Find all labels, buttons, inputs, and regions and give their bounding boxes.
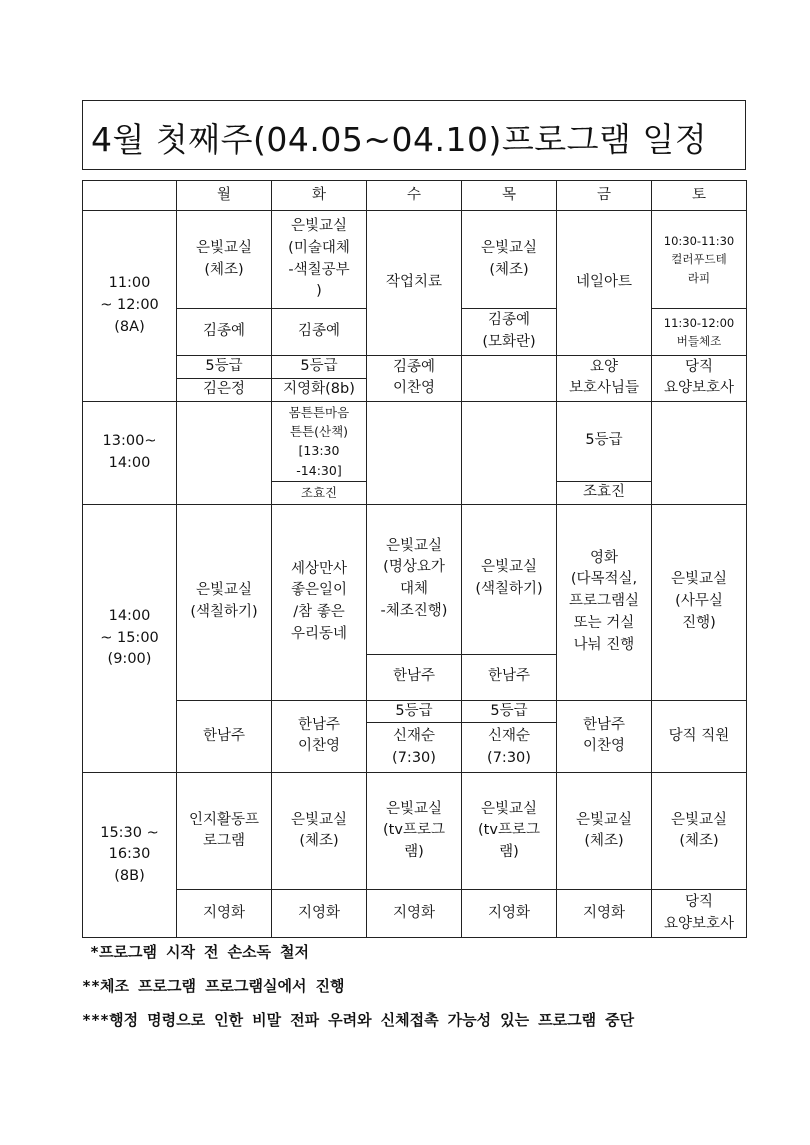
day-header-fri: 금	[557, 181, 652, 211]
slot3-time: 14:00 ~ 15:00 (9:00)	[83, 504, 177, 773]
slot3-wed-program: 은빛교실 (명상요가 대체 -체조진행)	[367, 504, 462, 654]
slot1-mon-worker: 김은정	[177, 378, 272, 401]
slot2-wed-empty	[367, 401, 462, 504]
slot1-row-a	[83, 211, 747, 309]
slot2-tue-staff: 조효진	[272, 481, 367, 504]
slot1-sat-staff: 당직 요양보호사	[652, 356, 747, 402]
slot4-row-a	[83, 773, 747, 890]
slot1-sat-program-1: 10:30-11:30 컬러푸드테 라피	[652, 211, 747, 309]
slot3-tue-program: 세상만사 좋은일이 /참 좋은 우리동네	[272, 504, 367, 700]
slot4-time: 15:30 ~ 16:30 (8B)	[83, 773, 177, 938]
slot1-wed-staff: 김종예 이찬영	[367, 356, 462, 402]
slot1-mon-grade: 5등급	[177, 356, 272, 379]
slot4-sat-staff: 당직 요양보호사	[652, 890, 747, 938]
slot3-sat-staff: 당직 직원	[652, 700, 747, 773]
slot1-row-c	[83, 356, 747, 379]
notes	[82, 942, 634, 1044]
slot1-wed-program: 작업치료	[367, 211, 462, 356]
slot1-fri-program: 네일아트	[557, 211, 652, 356]
slot3-thu-program: 은빛교실 (색칠하기)	[462, 504, 557, 654]
slot1-tue-staff: 김종예	[272, 309, 367, 356]
page-title: 4월 첫째주(04.05~04.10)프로그램 일정	[91, 120, 708, 159]
slot1-thu-staff: 김종예 (모화란)	[462, 309, 557, 356]
slot3-wed-grade: 5등급	[367, 700, 462, 723]
slot4-fri-staff: 지영화	[557, 890, 652, 938]
slot3-fri-program: 영화 (다목적실, 프로그램실 또는 거실 나눠 진행	[557, 504, 652, 700]
slot4-wed-program: 은빛교실 (tv프로그 램)	[367, 773, 462, 890]
day-header-thu: 목	[462, 181, 557, 211]
slot4-thu-staff: 지영화	[462, 890, 557, 938]
day-header-wed: 수	[367, 181, 462, 211]
slot4-mon-staff: 지영화	[177, 890, 272, 938]
day-header-sat: 토	[652, 181, 747, 211]
slot1-thu-empty	[462, 356, 557, 402]
slot2-thu-empty	[462, 401, 557, 504]
slot1-thu-program: 은빛교실 (체조)	[462, 211, 557, 309]
schedule-table	[82, 180, 747, 938]
slot1-fri-staff: 요양 보호사님들	[557, 356, 652, 402]
day-header-mon: 월	[177, 181, 272, 211]
slot2-fri-program: 5등급	[557, 401, 652, 481]
note-3: ***행정 명령으로 인한 비말 전파 우려와 신체접촉 가능성 있는 프로그램 중단	[82, 1011, 635, 1029]
slot2-tue-program: 몸튼튼마음 튼튼(산책) [13:30 -14:30]	[272, 401, 367, 481]
slot3-fri-staff: 한남주 이찬영	[557, 700, 652, 773]
slot3-mon-staff: 한남주	[177, 700, 272, 773]
note-2: **체조 프로그램 프로그램실에서 진행	[82, 977, 345, 995]
slot2-fri-staff: 조효진	[557, 481, 652, 504]
day-header-tue: 화	[272, 181, 367, 211]
slot4-tue-program: 은빛교실 (체조)	[272, 773, 367, 890]
slot3-mon-program: 은빛교실 (색칠하기)	[177, 504, 272, 700]
slot3-row-c	[83, 700, 747, 723]
slot4-sat-program: 은빛교실 (체조)	[652, 773, 747, 890]
slot1-mon-program: 은빛교실 (체조)	[177, 211, 272, 309]
slot3-tue-staff: 한남주 이찬영	[272, 700, 367, 773]
slot4-row-b	[83, 890, 747, 938]
slot2-mon-empty	[177, 401, 272, 504]
slot1-tue-grade: 5등급	[272, 356, 367, 379]
slot2-row-a	[83, 401, 747, 481]
slot2-time: 13:00~ 14:00	[83, 401, 177, 504]
slot3-thu-worker: 신재순 (7:30)	[462, 723, 557, 773]
slot3-thu-staff: 한남주	[462, 654, 557, 700]
slot3-sat-program: 은빛교실 (사무실 진행)	[652, 504, 747, 700]
slot1-tue-program: 은빛교실 (미술대체 -색칠공부 )	[272, 211, 367, 309]
slot1-sat-program-2: 11:30-12:00 버들체조	[652, 309, 747, 356]
slot4-wed-staff: 지영화	[367, 890, 462, 938]
note-1: *프로그램 시작 전 손소독 철저	[90, 943, 310, 961]
slot4-mon-program: 인지활동프 로그램	[177, 773, 272, 890]
slot3-wed-worker: 신재순 (7:30)	[367, 723, 462, 773]
title-box	[82, 100, 746, 170]
slot2-sat-empty	[652, 401, 747, 504]
slot3-thu-grade: 5등급	[462, 700, 557, 723]
slot3-row-a	[83, 504, 747, 654]
slot4-tue-staff: 지영화	[272, 890, 367, 938]
slot4-fri-program: 은빛교실 (체조)	[557, 773, 652, 890]
slot1-mon-staff: 김종예	[177, 309, 272, 356]
header-corner	[83, 181, 177, 211]
slot1-tue-worker: 지영화(8b)	[272, 378, 367, 401]
slot3-wed-staff: 한남주	[367, 654, 462, 700]
header-row	[83, 181, 747, 211]
slot1-time: 11:00 ~ 12:00 (8A)	[83, 211, 177, 402]
slot4-thu-program: 은빛교실 (tv프로그 램)	[462, 773, 557, 890]
